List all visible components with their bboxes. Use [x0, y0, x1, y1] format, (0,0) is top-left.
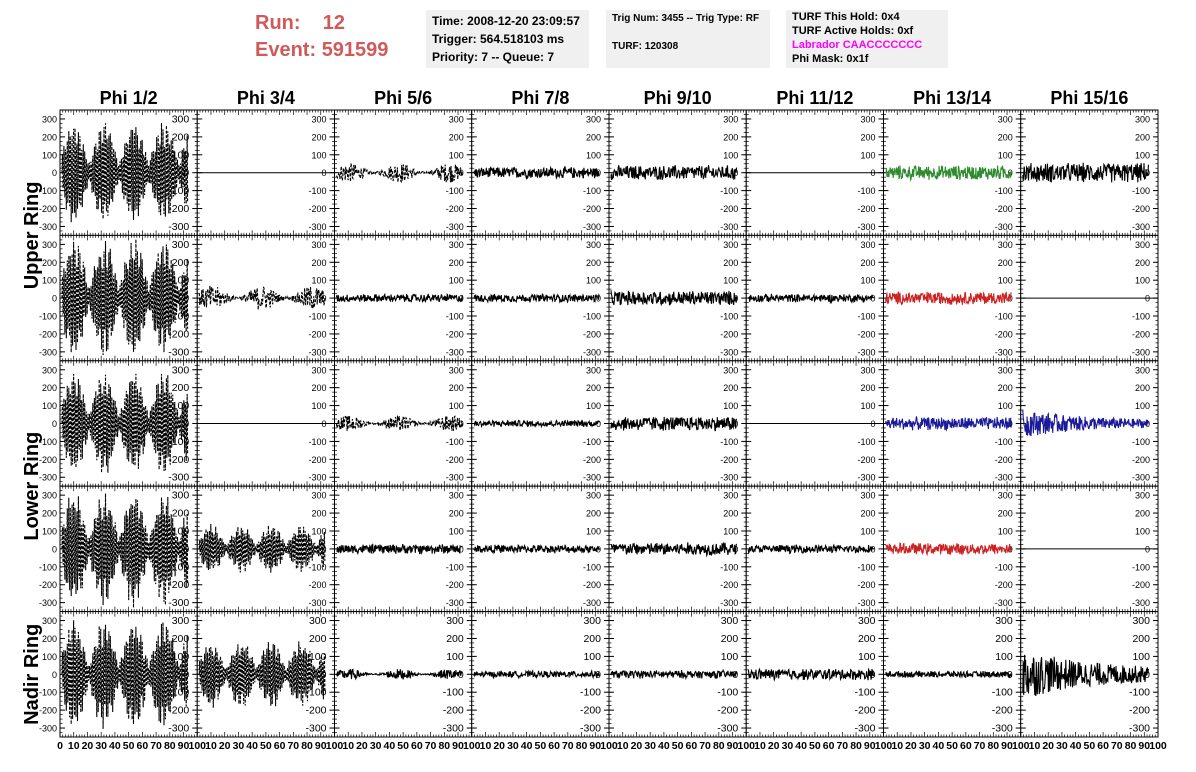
y-tick-label: -300 — [445, 221, 464, 232]
y-tick-label: 300 — [171, 238, 190, 251]
y-tick-label: -100 — [582, 311, 601, 322]
y-tick-label: -100 — [445, 436, 464, 447]
y-tick-label: 300 — [860, 365, 876, 376]
y-tick-label: 300 — [448, 239, 464, 250]
y-tick-label: -100 — [308, 186, 327, 197]
y-tick-label: -100 — [168, 310, 190, 323]
y-tick-label: -300 — [308, 598, 327, 609]
y-tick-label: -300 — [582, 347, 601, 358]
y-tick-label: -100 — [857, 186, 876, 197]
y-tick-label: 100 — [997, 401, 1013, 412]
y-tick-label: -300 — [857, 347, 876, 358]
y-tick-label: -100 — [720, 311, 739, 322]
y-tick-label: 100 — [311, 150, 327, 161]
y-tick-label: -100 — [857, 436, 876, 447]
y-tick-label: -100 — [38, 436, 57, 447]
y-tick-label: 0 — [870, 419, 876, 429]
y-tick-label: 300 — [311, 239, 327, 250]
y-tick-label: -100 — [994, 436, 1013, 447]
y-tick-label: 0 — [1007, 419, 1013, 429]
y-tick-label: 200 — [171, 382, 190, 395]
y-tick-label: -200 — [1131, 329, 1150, 340]
y-tick-label: 300 — [1134, 239, 1150, 250]
y-tick-label: 200 — [41, 132, 57, 143]
y-tick-label: 200 — [311, 257, 327, 268]
y-tick-label: -200 — [38, 329, 57, 340]
y-tick-label: 0 — [733, 419, 739, 429]
y-tick-label: 0 — [321, 168, 327, 179]
column-header: Phi 15/16 — [1050, 88, 1129, 108]
y-tick-label: 300 — [311, 490, 327, 501]
y-tick-label: -100 — [308, 436, 327, 447]
y-tick-label: -200 — [445, 204, 464, 215]
column-header: Phi 9/10 — [643, 88, 712, 108]
y-tick-label: -300 — [582, 472, 601, 483]
y-tick-label: -300 — [168, 346, 190, 359]
waveform-panel — [197, 361, 334, 486]
waveform-panel — [1021, 235, 1158, 360]
y-tick-label: 100 — [585, 275, 601, 286]
y-tick-label: 0 — [458, 293, 464, 304]
y-tick-label: 0 — [321, 419, 327, 429]
y-tick-label: 0 — [595, 419, 601, 429]
y-tick-label: 200 — [171, 131, 190, 144]
waveform-panel — [335, 110, 472, 235]
waveform-panel — [472, 361, 609, 486]
waveform-panel — [39, 235, 197, 360]
y-tick-label: -200 — [857, 329, 876, 340]
y-tick-label: 200 — [41, 257, 57, 268]
y-tick-label: 100 — [311, 526, 327, 537]
y-tick-label: 0 — [1007, 168, 1013, 179]
y-tick-label: -100 — [445, 562, 464, 573]
y-tick-label: 100 — [860, 275, 876, 286]
y-tick-label: -300 — [168, 220, 190, 233]
y-tick-label: 100 — [171, 274, 190, 287]
y-tick-label: 100 — [723, 150, 739, 161]
y-tick-label: -100 — [994, 311, 1013, 322]
y-tick-label: -200 — [445, 454, 464, 465]
waveform-panel — [609, 235, 746, 360]
y-tick-label: 200 — [997, 383, 1013, 394]
time-line: Time: 2008-12-20 23:09:57 — [432, 14, 580, 28]
y-tick-label: 300 — [997, 239, 1013, 250]
y-tick-label: 200 — [723, 383, 739, 394]
y-tick-label: 0 — [870, 293, 876, 304]
y-tick-label: -200 — [168, 579, 190, 592]
y-tick-label: 300 — [448, 114, 464, 125]
y-tick-label: 200 — [448, 132, 464, 143]
y-tick-label: 200 — [41, 383, 57, 394]
y-tick-label: -200 — [720, 329, 739, 340]
y-tick-label: 300 — [311, 114, 327, 125]
waveform-panel — [884, 110, 1021, 235]
y-tick-label: 300 — [448, 490, 464, 501]
y-tick-label: 200 — [171, 507, 190, 520]
y-tick-label: -300 — [994, 347, 1013, 358]
waveform-panel — [39, 361, 197, 486]
y-tick-label: 0 — [1144, 168, 1150, 179]
y-tick-label: -100 — [168, 561, 190, 574]
y-tick-label: -300 — [445, 472, 464, 483]
y-tick-label: 200 — [1134, 383, 1150, 394]
waveform-panel — [472, 110, 609, 235]
y-tick-label: -200 — [168, 328, 190, 341]
y-tick-label: 300 — [585, 239, 601, 250]
y-tick-label: -300 — [582, 221, 601, 232]
y-tick-label: 0 — [458, 419, 464, 429]
column-header: Phi 7/8 — [511, 88, 570, 108]
y-tick-label: 300 — [723, 365, 739, 376]
y-tick-label: -300 — [1131, 221, 1150, 232]
y-tick-label: 100 — [1134, 401, 1150, 412]
y-tick-label: -200 — [168, 203, 190, 216]
waveform-panel — [335, 235, 472, 360]
y-tick-label: -100 — [1131, 436, 1150, 447]
y-tick-label: 300 — [171, 364, 190, 377]
y-tick-label: 300 — [860, 114, 876, 125]
y-tick-label: -300 — [857, 221, 876, 232]
column-header: Phi 3/4 — [236, 88, 295, 108]
y-tick-label: -200 — [1131, 454, 1150, 465]
y-tick-label: -200 — [308, 204, 327, 215]
y-tick-label: 300 — [1134, 365, 1150, 376]
y-tick-label: -300 — [994, 472, 1013, 483]
waveform-panel — [472, 235, 609, 360]
y-tick-label: 200 — [997, 132, 1013, 143]
y-tick-label: -300 — [38, 472, 57, 483]
y-tick-label: 200 — [1134, 257, 1150, 268]
y-tick-label: -200 — [994, 454, 1013, 465]
y-tick-label: 100 — [997, 150, 1013, 161]
y-tick-label: -200 — [720, 454, 739, 465]
y-tick-label: 0 — [458, 544, 464, 555]
y-tick-label: 300 — [997, 365, 1013, 376]
waveform-panel — [197, 486, 334, 611]
y-tick-label: 100 — [448, 275, 464, 286]
y-tick-label: -200 — [38, 454, 57, 465]
waveform-panel — [335, 361, 472, 486]
y-tick-label: -100 — [38, 562, 57, 573]
y-tick-label: -300 — [720, 221, 739, 232]
y-tick-label: -200 — [994, 204, 1013, 215]
y-tick-label: -200 — [308, 580, 327, 591]
y-tick-label: -200 — [38, 204, 57, 215]
y-tick-label: 200 — [171, 256, 190, 269]
y-tick-label: -300 — [308, 472, 327, 483]
y-tick-label: 200 — [860, 257, 876, 268]
y-tick-label: 0 — [51, 544, 57, 555]
run-value: 12 — [322, 12, 346, 34]
y-tick-label: -100 — [1131, 186, 1150, 197]
y-tick-label: 100 — [723, 275, 739, 286]
y-tick-label: -200 — [857, 454, 876, 465]
y-tick-label: 200 — [448, 383, 464, 394]
priority-line: Priority: 7 -- Queue: 7 — [432, 50, 555, 64]
y-tick-label: 200 — [860, 383, 876, 394]
y-tick-label: 0 — [51, 168, 57, 179]
y-tick-label: 0 — [1007, 293, 1013, 304]
waveform-panel — [746, 235, 883, 360]
y-tick-label: 100 — [997, 275, 1013, 286]
y-tick-label: 200 — [723, 257, 739, 268]
y-tick-label: 300 — [860, 239, 876, 250]
y-tick-label: -200 — [168, 453, 190, 466]
y-tick-label: 200 — [448, 257, 464, 268]
y-tick-label: -300 — [445, 598, 464, 609]
y-tick-label: 0 — [1144, 419, 1150, 429]
y-tick-label: 100 — [171, 400, 190, 413]
y-tick-label: 200 — [997, 257, 1013, 268]
y-tick-label: 300 — [311, 365, 327, 376]
y-tick-label: -300 — [168, 471, 190, 484]
y-tick-label: 0 — [51, 293, 57, 304]
y-tick-label: 100 — [448, 150, 464, 161]
y-tick-label: -100 — [582, 186, 601, 197]
y-tick-label: -300 — [38, 221, 57, 232]
column-header: Phi 5/6 — [374, 88, 433, 108]
y-tick-label: 300 — [448, 365, 464, 376]
y-tick-label: 200 — [311, 132, 327, 143]
y-tick-label: 300 — [41, 365, 57, 376]
y-tick-label: -100 — [720, 436, 739, 447]
column-header: Phi 11/12 — [776, 88, 854, 108]
y-tick-label: 0 — [595, 293, 601, 304]
y-tick-label: 200 — [860, 132, 876, 143]
y-tick-label: 0 — [321, 544, 327, 555]
y-tick-label: 100 — [41, 275, 57, 286]
y-tick-label: -200 — [857, 204, 876, 215]
y-tick-label: -300 — [1131, 472, 1150, 483]
event-value: 591599 — [321, 39, 389, 61]
row-label: Upper Ring — [21, 181, 43, 290]
y-tick-label: 200 — [311, 383, 327, 394]
waveform-panel — [1021, 361, 1158, 486]
turf-id-line: TURF: 120308 — [612, 41, 679, 52]
waveform-panel — [39, 486, 197, 611]
y-tick-label: -300 — [308, 221, 327, 232]
y-tick-label: -300 — [857, 472, 876, 483]
y-tick-label: 200 — [585, 132, 601, 143]
y-tick-label: 100 — [41, 401, 57, 412]
column-header: Phi 1/2 — [99, 88, 158, 108]
y-tick-label: -200 — [582, 329, 601, 340]
y-tick-label: 0 — [183, 418, 190, 430]
y-tick-label: -300 — [1131, 347, 1150, 358]
y-tick-label: 300 — [723, 114, 739, 125]
y-tick-label: -200 — [445, 580, 464, 591]
y-tick-label: 100 — [41, 150, 57, 161]
waveform-panel — [335, 486, 472, 611]
y-tick-label: -200 — [308, 454, 327, 465]
y-tick-label: 0 — [733, 293, 739, 304]
y-tick-label: 300 — [585, 114, 601, 125]
y-tick-label: -200 — [994, 329, 1013, 340]
y-tick-label: -100 — [857, 311, 876, 322]
y-tick-label: -200 — [445, 329, 464, 340]
event-label: Event: — [255, 39, 317, 61]
y-tick-label: -300 — [445, 347, 464, 358]
y-tick-label: -300 — [720, 347, 739, 358]
y-tick-label: -100 — [1131, 311, 1150, 322]
y-tick-label: 100 — [171, 149, 190, 162]
y-tick-label: -200 — [582, 454, 601, 465]
run-label: Run: — [255, 12, 301, 34]
y-tick-label: -300 — [38, 347, 57, 358]
y-tick-label: 300 — [41, 114, 57, 125]
y-tick-label: 0 — [51, 419, 57, 429]
phi-mask-line: Phi Mask: 0x1f — [792, 53, 869, 65]
y-tick-label: 0 — [733, 168, 739, 179]
y-tick-label: 300 — [171, 113, 190, 126]
y-tick-label: 0 — [595, 168, 601, 179]
y-tick-label: -300 — [168, 597, 190, 610]
row-label: Lower Ring — [21, 431, 43, 541]
y-tick-label: 100 — [585, 150, 601, 161]
y-tick-label: 200 — [1134, 132, 1150, 143]
y-tick-label: -300 — [720, 472, 739, 483]
y-tick-label: -200 — [720, 204, 739, 215]
y-tick-label: -100 — [168, 435, 190, 448]
y-tick-label: -100 — [720, 186, 739, 197]
y-tick-label: 200 — [311, 508, 327, 519]
y-tick-label: -200 — [582, 204, 601, 215]
y-tick-label: -100 — [308, 311, 327, 322]
waveform-panel — [746, 110, 883, 235]
y-tick-label: 100 — [448, 401, 464, 412]
y-tick-label: 100 — [860, 150, 876, 161]
y-tick-label: 200 — [585, 257, 601, 268]
y-tick-label: 0 — [1144, 293, 1150, 304]
y-tick-label: 100 — [311, 401, 327, 412]
y-tick-label: 200 — [448, 508, 464, 519]
y-tick-label: 100 — [585, 401, 601, 412]
y-tick-label: -100 — [168, 185, 190, 198]
y-tick-label: 100 — [1134, 275, 1150, 286]
waveform-panel — [884, 361, 1021, 486]
waveform-panel — [746, 361, 883, 486]
trig-num-line: Trig Num: 3455 -- Trig Type: RF — [612, 13, 760, 24]
y-tick-label: 300 — [41, 239, 57, 250]
y-tick-label: 100 — [171, 525, 190, 538]
y-tick-label: -100 — [994, 186, 1013, 197]
row-label: Nadir Ring — [21, 623, 43, 725]
turf-active-line: TURF Active Holds: 0xf — [792, 25, 914, 37]
y-tick-label: 100 — [1134, 150, 1150, 161]
y-tick-label: -300 — [38, 598, 57, 609]
y-tick-label: 100 — [41, 526, 57, 537]
waveform-panel — [884, 235, 1021, 360]
trigger-line: Trigger: 564.518103 ms — [432, 32, 565, 46]
y-tick-label: -100 — [582, 436, 601, 447]
y-tick-label: -200 — [38, 580, 57, 591]
waveform-panel — [39, 110, 197, 235]
y-tick-label: -100 — [445, 311, 464, 322]
y-tick-label: 300 — [1134, 114, 1150, 125]
y-tick-label: 0 — [458, 168, 464, 179]
y-tick-label: 100 — [311, 275, 327, 286]
y-tick-label: 300 — [723, 239, 739, 250]
waveform-panel — [609, 361, 746, 486]
y-tick-label: -100 — [38, 311, 57, 322]
y-tick-label: 0 — [183, 292, 190, 305]
y-tick-label: 0 — [183, 167, 190, 180]
y-tick-label: -100 — [445, 186, 464, 197]
y-tick-label: 200 — [723, 132, 739, 143]
y-tick-label: 100 — [860, 401, 876, 412]
y-tick-label: 300 — [997, 114, 1013, 125]
y-tick-label: 100 — [723, 401, 739, 412]
labrador-line: Labrador CAACCCCCCC — [792, 39, 923, 51]
waveform-panel — [197, 235, 334, 360]
y-tick-label: -300 — [308, 347, 327, 358]
y-tick-label: 300 — [171, 489, 190, 502]
column-header: Phi 13/14 — [913, 88, 992, 108]
y-tick-label: 0 — [183, 543, 190, 556]
y-tick-label: -200 — [308, 329, 327, 340]
y-tick-label: 200 — [585, 383, 601, 394]
waveform-panel — [609, 110, 746, 235]
y-tick-label: -200 — [1131, 204, 1150, 215]
y-tick-label: -100 — [38, 186, 57, 197]
y-tick-label: 0 — [321, 293, 327, 304]
y-tick-label: -300 — [994, 221, 1013, 232]
y-tick-label: 200 — [41, 508, 57, 519]
waveform-panel — [197, 110, 334, 235]
y-tick-label: 100 — [448, 526, 464, 537]
waveform-panel — [1021, 110, 1158, 235]
y-tick-label: 300 — [41, 490, 57, 501]
y-tick-label: -100 — [308, 562, 327, 573]
y-tick-label: 300 — [585, 365, 601, 376]
turf-hold-line: TURF This Hold: 0x4 — [792, 11, 900, 23]
y-tick-label: 0 — [870, 168, 876, 179]
